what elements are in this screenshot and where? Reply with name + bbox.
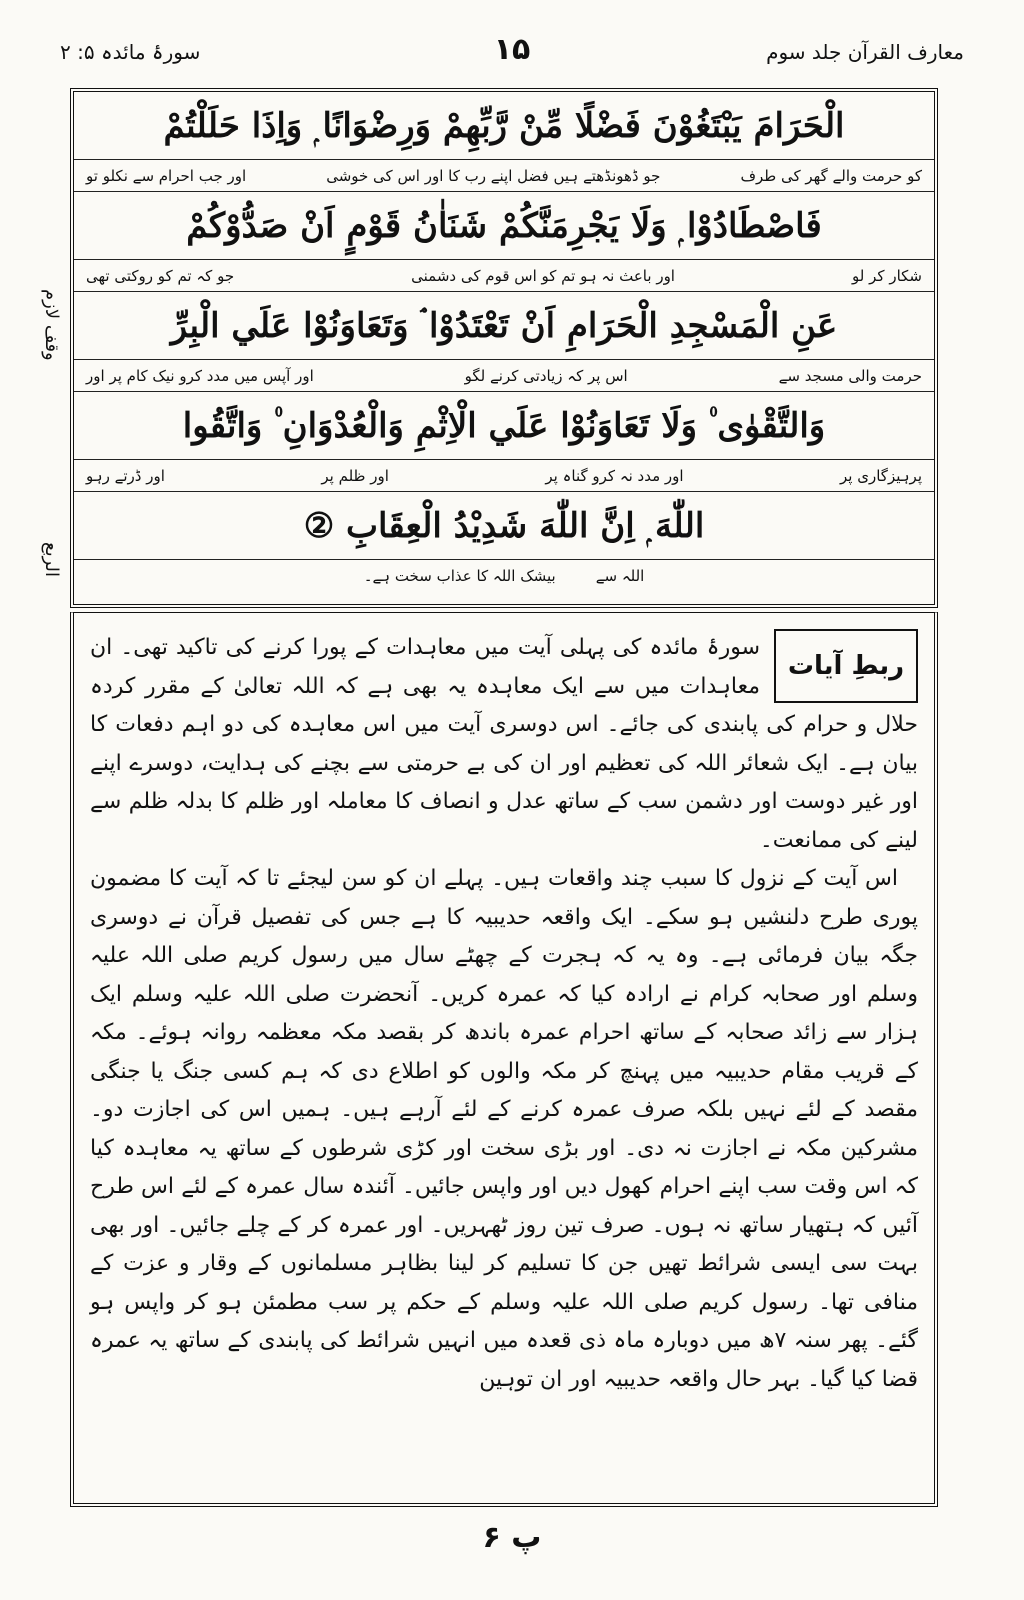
translation-segment: اور باعث نہ ہو تم کو اس قوم کی دشمنی [411,266,675,285]
verse-translation-line [74,160,934,192]
verse-translation-line [74,260,934,292]
page-number: ۱۵ [493,32,531,67]
translation-segment: اور آپس میں مدد کرو نیک کام پر اور [86,366,314,385]
verse-arabic-line: عَنِ الْمَسْجِدِ الْحَرَامِ اَنْ تَعْتَدُوْا ۘ وَتَعَاوَنُوْا عَلَي الْبِرِّ [74,292,934,360]
commentary-paragraph: سورۂ مائدہ کی پہلی آیت میں معاہدات کے پورا کرنے کی تاکید تھی۔ ان معاہدات میں سے ایک معاہدہ یہ بھی ہے کہ اللہ تعالیٰ کے مقرر کردہ حلال و حرام کی پابندی کی جائے۔ اس دوسری آیت میں اس معاہدہ کی دو اہم دفعات کا بیان ہے۔ ایک شعائر اللہ کی تعظیم اور ان کی بے حرمتی سے بچنے کی ہدایت، دوسرے اپنے اور غیر دوست اور دشمن سب کے ساتھ عدل و انصاف کا معاملہ اور ظلم کا بدلہ ظلم سے لینے کی ممانعت۔ [90,635,918,853]
translation-segment: اللہ سے [595,567,645,585]
commentary-section [70,612,938,1507]
translation-segment: بیشک اللہ کا عذاب سخت ہے۔ [363,567,556,585]
translation-segment: جو کہ تم کو روکتی تھی [86,266,235,285]
translation-segment: اور جب احرام سے نکلو تو [86,166,247,185]
book-title: معارف القرآن جلد سوم [766,40,964,64]
verse-translation-line [74,360,934,392]
verse-translation-line [74,560,934,592]
verse-arabic-line: فَاصْطَادُوْا ۭ وَلَا يَجْرِمَنَّكُمْ شَنَاٰنُ قَوْمٍ اَنْ صَدُّوْكُمْ [74,192,934,260]
translation-segment: جو ڈھونڈھتے ہیں فضل اپنے رب کا اور اس کی خوشی [326,166,661,185]
translation-segment: حرمت والی مسجد سے [778,366,922,385]
translation-segment: اور ظلم پر [321,466,389,485]
translation-segment: اس پر کہ زیادتی کرنے لگو [464,366,628,385]
para-marker: پ ۶ [482,1520,542,1555]
translation-segment: پرہیزگاری پر [840,466,922,485]
margin-note-rub: الربع [41,542,62,578]
translation-segment: شکار کر لو [852,266,922,285]
section-heading-box: ربطِ آیات [774,629,918,703]
translation-segment: اور مدد نہ کرو گناہ پر [545,466,684,485]
margin-note-waqf: وقف لازم [41,289,62,361]
translation-segment: کو حرمت والے گھر کی طرف [740,166,922,185]
verse-translation-line [74,460,934,492]
verse-arabic-line: الْحَرَامَ يَبْتَغُوْنَ فَضْلًا مِّنْ رَّبِّهِمْ وَرِضْوَانًا ۭ وَاِذَا حَلَلْتُمْ [74,92,934,160]
running-header [60,32,964,72]
verse-arabic-line: وَالتَّقْوٰى ۠ وَلَا تَعَاوَنُوْا عَلَي الْاِثْمِ وَالْعُدْوَانِ ۠ وَاتَّقُوا [74,392,934,460]
surah-reference: سورۂ مائدہ ۵: ۲ [60,40,201,64]
translation-segment: اور ڈرتے رہو [86,466,165,485]
verse-arabic-line: اللّٰهَ ۭ اِنَّ اللّٰهَ شَدِيْدُ الْعِقَابِ ② [74,492,934,560]
commentary-paragraph: اس آیت کے نزول کا سبب چند واقعات ہیں۔ پہلے ان کو سن لیجئے تا کہ آیت کا مضمون پوری طرح دلنشیں ہو سکے۔ ایک واقعہ حدیبیہ کا ہے جس کی تفصیل قرآن نے دوسری جگہ بیان فرمائی ہے۔ وہ یہ کہ ہجرت کے چھٹے سال میں رسول کریم صلی اللہ علیہ وسلم اور صحابہ کرام نے ارادہ کیا کہ عمرہ کریں۔ آنحضرت صلی اللہ علیہ وسلم ایک ہزار سے زائد صحابہ کے ساتھ احرام عمرہ باندھ کر بقصد مکہ معظمہ روانہ ہوئے۔ مکہ کے قریب مقام حدیبیہ میں پہنچ کر مکہ والوں کو اطلاع دی کہ ہم کسی جنگ یا جنگی مقصد کے لئے نہیں بلکہ صرف عمرہ کرنے کے لئے آرہے ہیں۔ ہمیں اس کی اجازت دو۔ مشرکین مکہ نے اجازت نہ دی۔ اور بڑی سخت اور کڑی شرطوں کے ساتھ یہ معاہدہ کیا کہ اس وقت سب اپنے احرام کھول دیں اور واپس جائیں۔ آئندہ سال عمرہ کے لئے اس طرح آئیں کہ ہتھیار ساتھ نہ ہوں۔ صرف تین روز ٹھہریں۔ اور عمرہ کر کے چلے جائیں۔ اور بھی بہت سی ایسی شرائط تھیں جن کا تسلیم کر لینا بظاہر مسلمانوں کے وقار و عزت کے منافی تھا۔ رسول کریم صلی اللہ علیہ وسلم کے حکم پر سب مطمئن ہو کر واپس ہو گئے۔ پھر سنہ ۷ھ میں دوبارہ ماہ ذی قعدہ میں انہیں شرائط کی پابندی کے ساتھ یہ عمرہ قضا کیا گیا۔ بہر حال واقعہ حدیبیہ اور ان توہین [90,866,918,1392]
verse-frame [70,88,938,608]
